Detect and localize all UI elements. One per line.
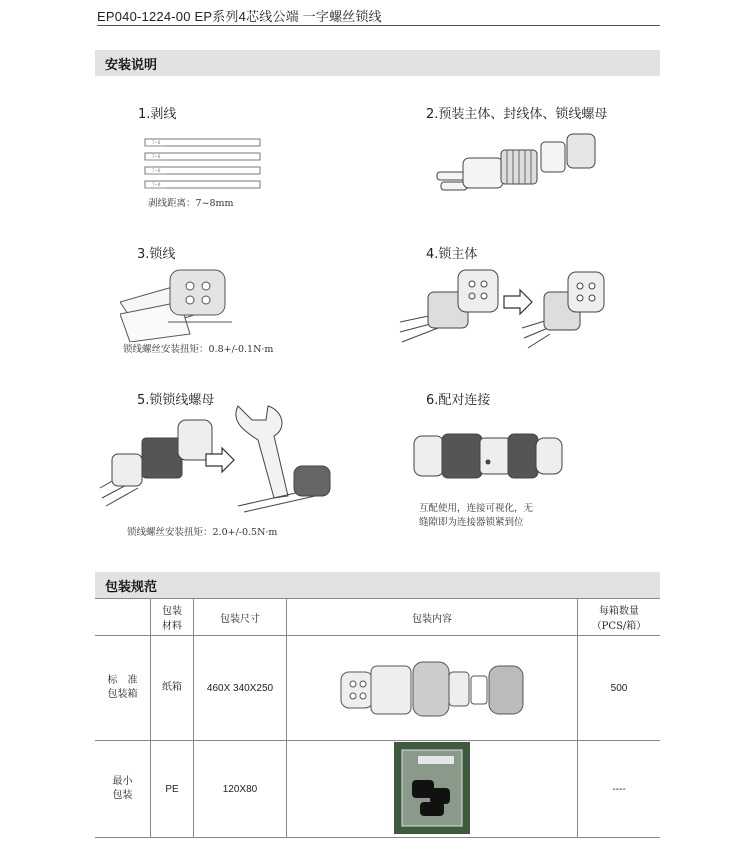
strip-length-label: 7~8 (152, 168, 161, 173)
stripped-wires-figure (140, 135, 265, 190)
step-1-note: 剥线距离：7~8mm (148, 198, 234, 209)
step-4-title: 4.锁主体 (426, 247, 478, 262)
package-contents-image (337, 654, 527, 720)
header-qty-line-1: 每箱数量 (599, 606, 639, 617)
header-material-line-1: 包装 (162, 606, 182, 617)
row-qty-cell: 500 (578, 636, 661, 741)
strip-length-label: 7~8 (152, 140, 161, 145)
row-qty-cell: ---- (578, 741, 661, 838)
table-row (95, 636, 660, 741)
document-title: EP040-1224-00 EP系列4芯线公端 一字螺丝锁线 (97, 9, 382, 24)
header-size-cell: 包装尺寸 (194, 599, 287, 636)
lock-body-figure (398, 262, 608, 350)
step-3-title: 3.锁线 (137, 247, 176, 262)
row-size-cell: 120X80 (194, 741, 287, 838)
packaging-table (95, 598, 660, 838)
row-type-cell: 最小 包装 (95, 741, 151, 838)
row-content-cell (287, 741, 578, 838)
header-material-line-2: 材料 (162, 621, 182, 632)
install-heading: 安装说明 (105, 58, 158, 73)
lock-nut-figure (98, 402, 338, 514)
mated-connector-figure (412, 430, 564, 482)
row-type-cell: 标 准 包装箱 (95, 636, 151, 741)
row-material-cell: PE (151, 741, 194, 838)
step-2-title: 2.预装主体、封线体、锁线螺母 (426, 107, 608, 122)
header-qty-cell (578, 599, 661, 636)
strip-length-label: 7~8 (152, 154, 161, 159)
header-type-cell (95, 599, 151, 636)
table-row (95, 741, 660, 838)
step-5-note: 锁线螺丝安装扭矩：2.0+/-0.5N·m (127, 527, 278, 538)
arrow-right-icon (504, 290, 532, 314)
install-section-bar (95, 50, 660, 76)
header-material-cell (151, 599, 194, 636)
packaging-heading: 包装规范 (105, 580, 158, 595)
pe-bag-photo (394, 742, 470, 834)
preassembly-figure (435, 128, 600, 196)
row-size-cell: 460X 340X250 (194, 636, 287, 741)
row-material-cell: 纸箱 (151, 636, 194, 741)
step-6-note-line-1: 互配使用，连接可视化，无 (419, 503, 534, 514)
strip-length-label: 7~8 (152, 182, 161, 187)
step-3-note: 锁线螺丝安装扭矩：0.8+/-0.1N·m (123, 344, 274, 355)
wire-lock-figure (120, 262, 240, 342)
header-divider (97, 25, 660, 26)
step-1-title: 1.剥线 (138, 107, 177, 122)
step-6-title: 6.配对连接 (426, 393, 491, 408)
table-header-row (95, 599, 660, 636)
row-content-cell (287, 636, 578, 741)
header-qty-line-2: （PCS/箱） (591, 621, 647, 632)
step-5-title: 5.锁锁线螺母 (137, 393, 215, 408)
header-content-cell: 包装内容 (287, 599, 578, 636)
step-6-note-line-2: 缝隙即为连接器锁紧到位 (419, 517, 524, 528)
packaging-section-bar (95, 572, 660, 598)
